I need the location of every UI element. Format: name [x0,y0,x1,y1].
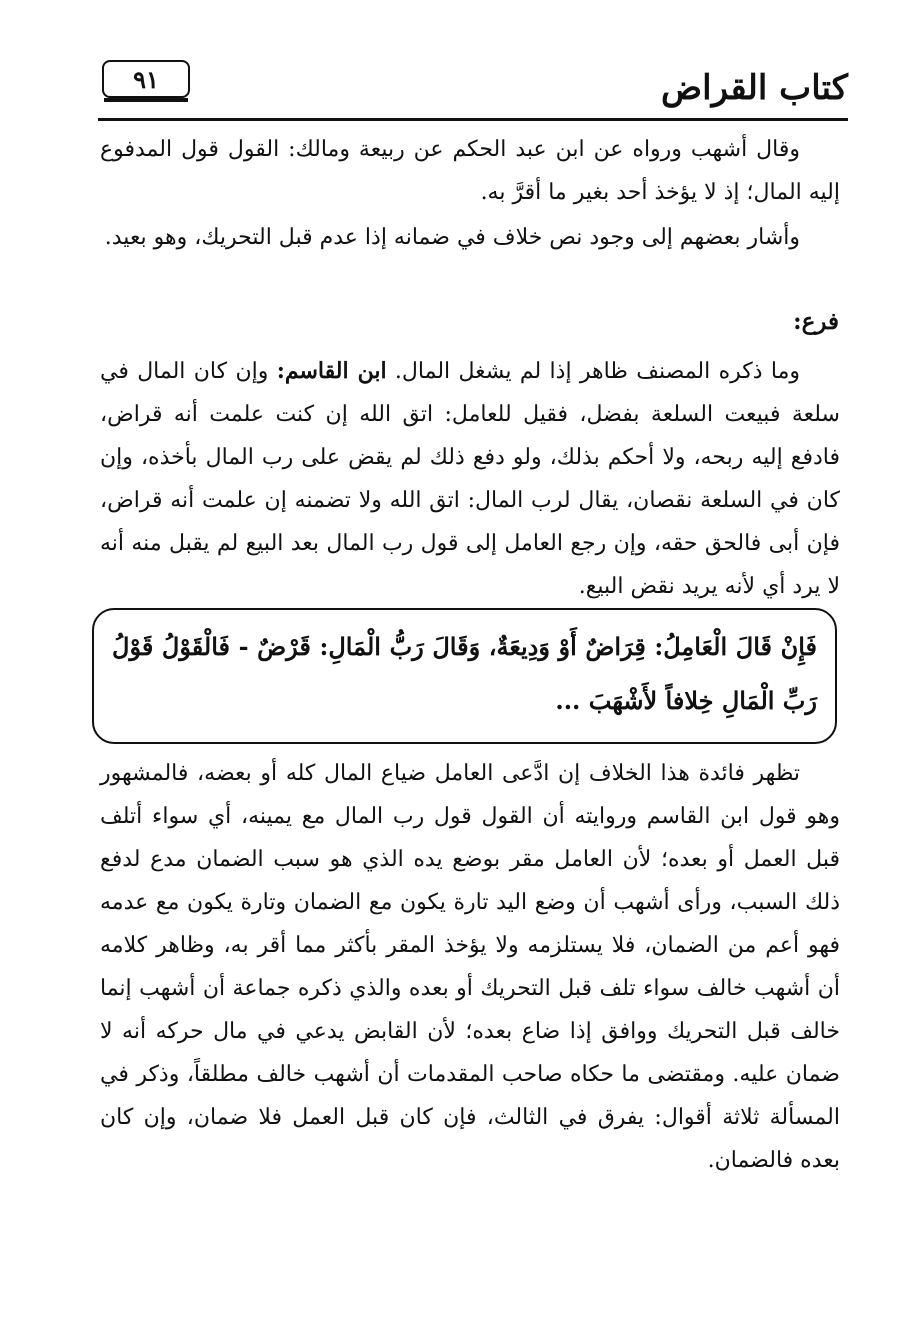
page-number: ٩١ [133,64,159,94]
matn-box [92,608,837,744]
text-run: وما ذكره المصنف ظاهر إذا لم يشغل المال. [394,359,800,384]
text-run: وإن كان المال في سلعة فبيعت السلعة بفضل، فقيل للعامل: اتق الله إن كنت علمت أنه قراض، فادفع إليه ربحه، ولا أحكم بذلك، ولو دفع ذلك لم يقض على رب المال بأخذه، وإن كان في السلعة نقصان، يقال لرب المال: اتق الله ولا تضمنه إن علمت أنه قراض، فإن أبى فالحق حقه، وإن رجع العامل إلى قول رب المال بعد البيع لم يقبل منه أنه لا يرد أي لأنه يريد نقض البيع. [100,359,840,599]
paragraph: وقال أشهب ورواه عن ابن عبد الحكم عن ربيعة ومالك: القول قول المدفوع إليه المال؛ إذ لا يؤخذ أحد بغير ما أقرَّ به. [100,137,840,205]
page-header [98,58,848,122]
paragraph [100,350,840,608]
book-title: كتاب القراض [661,68,848,108]
section-1 [100,128,840,259]
section-heading: فرع: [793,308,839,335]
header-rule [98,118,848,121]
matn-text: فَإِنْ قَالَ الْعَامِلُ: قِرَاضٌ أَوْ وَدِيعَةٌ، وَقَالَ رَبُّ الْمَالِ: قَرْضٌ - فَالْقَوْلُ قَوْلُ رَبِّ الْمَالِ خِلافاً لأَشْهَبَ ... [112,632,817,715]
paragraph: وأشار بعضهم إلى وجود نص خلاف في ضمانه إذا عدم قبل التحريك، وهو بعيد. [104,225,800,250]
page-number-underline [104,98,188,102]
page-number-box [102,60,190,98]
section-3 [100,752,840,1182]
paragraph: تظهر فائدة هذا الخلاف إن ادَّعى العامل ضياع المال كله أو بعضه، فالمشهور وهو قول ابن القاسم وروايته أن القول قول رب المال مع يمينه، أي سواء أتلف قبل العمل أو بعده؛ لأن العامل مقر بوضع يده الذي هو سبب الضمان مدع لدفع ذلك السبب، ورأى أشهب أن وضع اليد تارة يكون مع الضمان وتارة يكون مع عدمه فهو أعم من الضمان، فلا يستلزمه ولا يؤخذ المقر بأكثر مما أقر به، وظاهر كلامه أن أشهب خالف سواء تلف قبل التحريك أو بعده والذي ذكره جماعة أن أشهب إنما خالف قبل التحريك ووافق إذا ضاع بعده؛ لأن القابض يدعي في مال حركه أنه لا ضمان عليه. ومقتضى ما حكاه صاحب المقدمات أن أشهب خالف مطلقاً، وذكر في المسألة ثلاثة أقوال: يفرق في الثالث، فإن كان قبل العمل فلا ضمان، وإن كان بعده فالضمان. [100,761,840,1173]
cited-scholar: ابن القاسم: [276,358,387,384]
section-2 [100,350,840,608]
